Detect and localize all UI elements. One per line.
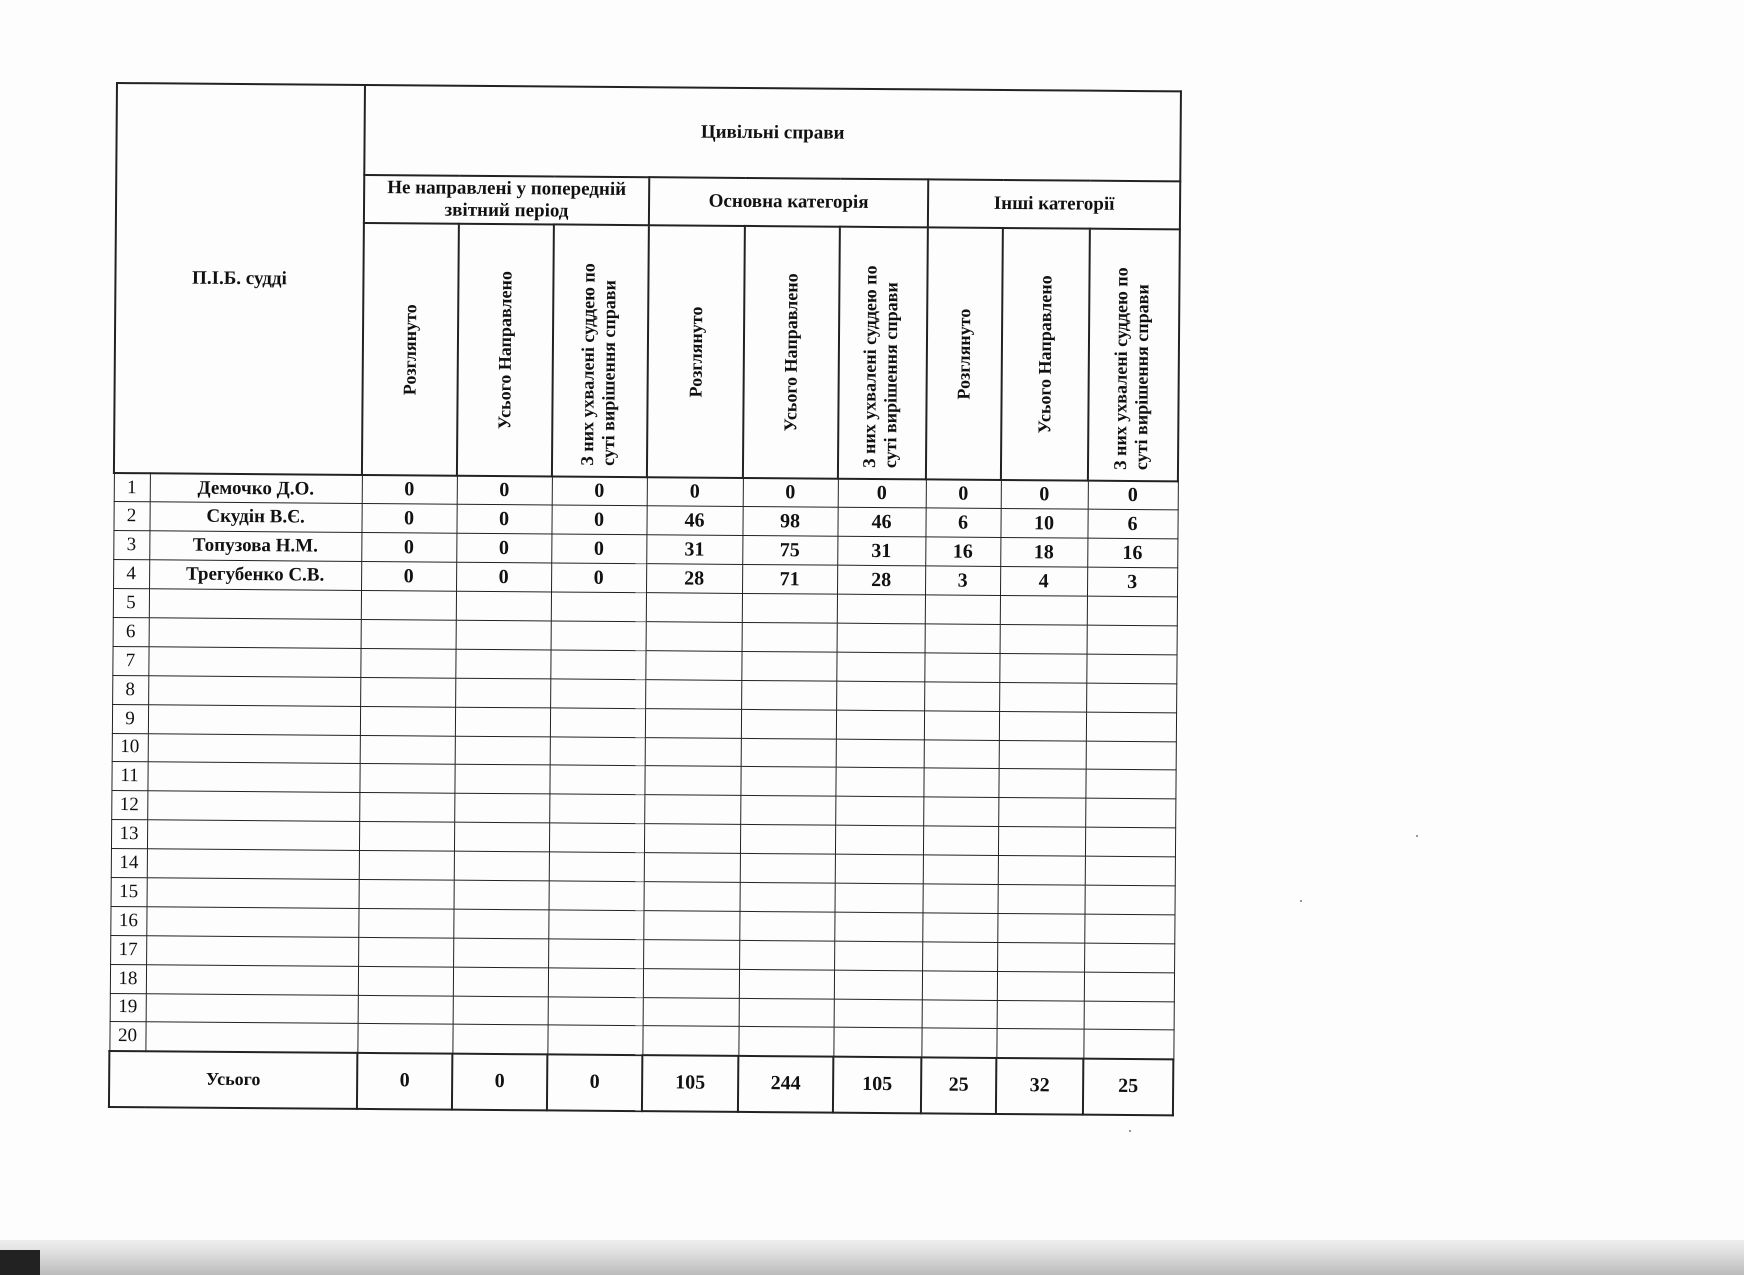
judge-name	[146, 936, 358, 967]
row-number: 14	[111, 849, 147, 878]
row-number: 8	[112, 675, 148, 704]
table-cell	[741, 738, 836, 768]
table-cell	[359, 879, 454, 909]
table-cell	[1085, 827, 1175, 857]
total-cell: 25	[1083, 1058, 1173, 1115]
table-cell: 0	[1088, 481, 1178, 511]
table-cell	[997, 971, 1084, 1001]
table-cell	[923, 768, 998, 797]
table-cell: 3	[925, 566, 1000, 595]
scanner-edge	[0, 1240, 1744, 1275]
table-cell	[923, 855, 998, 884]
table-cell: 0	[362, 475, 457, 505]
table-cell	[923, 797, 998, 826]
row-number: 10	[112, 733, 148, 762]
table-cell	[997, 913, 1084, 943]
table-cell: 16	[1087, 538, 1177, 568]
table-cell	[997, 942, 1084, 972]
total-cell: 105	[833, 1056, 921, 1113]
table-cell	[836, 710, 924, 740]
table-cell	[1085, 798, 1175, 828]
row-number: 4	[113, 560, 149, 589]
table-cell: 0	[647, 477, 743, 507]
table-cell	[998, 827, 1085, 857]
table-cell	[741, 709, 836, 739]
table-cell: 6	[925, 508, 1000, 537]
table-cell: 31	[646, 535, 742, 565]
table-cell	[999, 653, 1086, 683]
table-cell	[998, 856, 1085, 886]
table-cell	[739, 940, 834, 970]
group-header-not-sent: Не направлені у попередній звітний період	[364, 175, 649, 225]
civil-cases-header: Цивільні справи	[364, 85, 1181, 181]
table-cell	[357, 1024, 452, 1054]
table-cell	[835, 883, 923, 913]
table-cell: 31	[837, 536, 925, 566]
table-cell	[646, 593, 742, 623]
table-cell	[1084, 943, 1174, 973]
table-cell	[645, 708, 741, 738]
table-cell	[550, 708, 645, 738]
table-cell	[360, 648, 455, 678]
table-cell	[644, 824, 740, 854]
table-cell	[643, 939, 739, 969]
table-cell	[1087, 596, 1177, 626]
table-cell	[550, 650, 645, 680]
table-cell	[548, 968, 643, 998]
table-cell: 6	[1087, 510, 1177, 540]
table-cell	[738, 1027, 833, 1057]
column-header-decided: З них ухвалені суддею по суті вирішення справи	[859, 265, 902, 469]
table-cell	[1000, 624, 1087, 654]
total-cell: 0	[357, 1053, 452, 1110]
table-cell: 0	[457, 476, 552, 506]
table-cell	[360, 735, 455, 765]
table-cell	[454, 851, 549, 881]
table-cell: 28	[837, 565, 925, 595]
table-cell	[835, 825, 923, 855]
table-cell: 0	[456, 533, 551, 563]
table-cell	[921, 1028, 996, 1057]
table-cell	[551, 621, 646, 651]
table-cell	[923, 884, 998, 913]
table-cell	[1086, 683, 1176, 713]
row-number: 6	[113, 617, 149, 646]
table-cell	[549, 852, 644, 882]
table-cell: 46	[837, 508, 925, 538]
judge-name	[146, 964, 358, 995]
table-cell	[836, 652, 924, 682]
table-cell	[549, 881, 644, 911]
table-cell	[1084, 1001, 1174, 1031]
table-cell	[456, 591, 551, 621]
table-cell	[739, 911, 834, 941]
table-cell: 0	[743, 478, 838, 508]
scan-speck	[1416, 835, 1418, 837]
table-cell	[455, 678, 550, 708]
row-number: 3	[113, 531, 149, 560]
row-number: 15	[111, 877, 147, 906]
table-cell	[359, 822, 454, 852]
table-cell	[454, 765, 549, 795]
table-cell	[359, 851, 454, 881]
table-cell	[645, 737, 741, 767]
table-cell	[549, 765, 644, 795]
table-cell	[454, 822, 549, 852]
table-cell	[453, 996, 548, 1026]
table-cell	[833, 1028, 921, 1058]
table-cell	[645, 679, 741, 709]
judge-name	[147, 849, 359, 880]
row-number: 2	[113, 502, 149, 531]
table-cell: 75	[742, 536, 837, 566]
table-cell	[997, 1000, 1084, 1030]
table-cell	[741, 651, 836, 681]
table-cell	[550, 736, 645, 766]
judge-name	[146, 993, 358, 1024]
total-cell: 0	[452, 1053, 547, 1110]
table-cell	[453, 938, 548, 968]
table-cell: 71	[742, 565, 837, 595]
judge-name	[145, 1022, 357, 1053]
table-cell	[645, 651, 741, 681]
table-cell	[548, 996, 643, 1026]
total-cell: 105	[642, 1055, 738, 1112]
table-cell	[1084, 914, 1174, 944]
table-cell	[1086, 741, 1176, 771]
table-cell	[455, 736, 550, 766]
table-cell	[548, 910, 643, 940]
table-cell	[924, 682, 999, 711]
table-cell	[837, 623, 925, 653]
table-cell	[359, 764, 454, 794]
table-cell: 16	[925, 537, 1000, 566]
table-cell	[550, 679, 645, 709]
table-cell	[834, 999, 922, 1029]
table-cell	[1000, 596, 1087, 626]
total-cell: 32	[996, 1058, 1083, 1115]
table-cell: 0	[551, 505, 646, 535]
table-cell	[835, 768, 923, 798]
table-cell: 46	[646, 506, 742, 536]
table-cell	[999, 740, 1086, 770]
judge-name	[146, 907, 358, 938]
scan-speck	[1300, 900, 1302, 902]
table-cell: 0	[926, 479, 1001, 508]
judge-name-header: П.І.Б. судді	[114, 83, 365, 475]
table-cell	[453, 967, 548, 997]
table-cell	[646, 622, 742, 652]
table-cell	[454, 880, 549, 910]
table-cell	[551, 592, 646, 622]
table-cell	[924, 710, 999, 739]
table-cell	[999, 682, 1086, 712]
table-cell: 10	[1000, 509, 1087, 539]
column-header-decided: З них ухвалені суддею по суті вирішення справи	[576, 263, 619, 466]
table-cell	[740, 767, 835, 797]
table-cell	[836, 739, 924, 769]
row-number: 16	[110, 906, 146, 935]
civil-cases-table	[108, 82, 1182, 1116]
table-cell	[740, 854, 835, 884]
table-cell	[835, 796, 923, 826]
table-cell: 0	[551, 563, 646, 593]
group-header-other-categories: Інші категорії	[928, 179, 1180, 229]
table-cell	[549, 794, 644, 824]
table-cell	[924, 739, 999, 768]
judge-name	[149, 589, 361, 620]
row-number: 19	[110, 993, 146, 1022]
total-cell: 244	[738, 1056, 833, 1113]
table-cell	[358, 908, 453, 938]
table-cell	[925, 624, 1000, 653]
table-cell	[834, 912, 922, 942]
table-cell	[1085, 885, 1175, 915]
table-cell	[998, 884, 1085, 914]
total-cell: 0	[547, 1054, 642, 1111]
table-cell	[998, 769, 1085, 799]
table-cell	[1086, 712, 1176, 742]
table-cell	[548, 939, 643, 969]
column-header-reviewed: Розглянуто	[953, 308, 975, 400]
column-header-total-sent: Усього Направлено	[1034, 275, 1056, 434]
table-cell	[837, 594, 925, 624]
table-cell	[644, 853, 740, 883]
table-cell	[359, 793, 454, 823]
table-cell	[924, 653, 999, 682]
judge-name: Демочко Д.О.	[150, 473, 362, 504]
table-cell	[358, 966, 453, 996]
table-cell	[922, 970, 997, 999]
judge-name	[147, 791, 359, 822]
table-cell	[1084, 972, 1174, 1002]
table-cell	[642, 1026, 738, 1056]
table-cell	[643, 968, 739, 998]
table-cell	[742, 622, 837, 652]
judge-name	[149, 618, 361, 649]
table-cell	[740, 796, 835, 826]
table-cell	[547, 1025, 642, 1055]
total-cell: 25	[921, 1057, 996, 1114]
table-cell	[1083, 1030, 1173, 1060]
table-cell	[361, 619, 456, 649]
judge-name	[148, 676, 360, 707]
table-cell: 0	[361, 533, 456, 563]
column-header-total-sent: Усього Направлено	[494, 270, 516, 430]
group-header-main-category: Основна категорія	[649, 177, 928, 227]
table-cell	[360, 677, 455, 707]
table-cell	[741, 680, 836, 710]
column-header-reviewed: Розглянуто	[685, 306, 706, 398]
table-cell: 4	[1000, 567, 1087, 597]
table-cell	[922, 942, 997, 971]
column-header-decided: З них ухвалені суддею по суті вирішення справи	[1110, 267, 1153, 471]
row-number: 20	[109, 1022, 145, 1051]
table-cell: 18	[1000, 538, 1087, 568]
table-cell: 0	[361, 562, 456, 592]
judge-name	[147, 878, 359, 909]
table-cell	[644, 795, 740, 825]
table-cell	[923, 826, 998, 855]
table-cell: 98	[742, 507, 837, 537]
table-cell: 28	[646, 564, 742, 594]
table-cell: 0	[456, 562, 551, 592]
table-cell: 0	[1001, 480, 1088, 510]
scanner-edge-corner	[0, 1250, 40, 1275]
table-cell	[455, 649, 550, 679]
table-cell	[452, 1025, 547, 1055]
table-cell	[1085, 856, 1175, 886]
table-cell	[455, 707, 550, 737]
table-cell	[643, 997, 739, 1027]
row-number: 11	[111, 762, 147, 791]
table-cell	[834, 970, 922, 1000]
table-cell	[454, 793, 549, 823]
table-cell	[998, 798, 1085, 828]
judge-name	[148, 733, 360, 764]
table-cell: 3	[1087, 567, 1177, 597]
row-number: 18	[110, 964, 146, 993]
row-number: 9	[112, 704, 148, 733]
table-cell	[834, 941, 922, 971]
table-cell	[836, 681, 924, 711]
table-cell	[453, 909, 548, 939]
judge-name: Скудін В.Є.	[149, 502, 361, 533]
table-cell: 0	[552, 476, 647, 506]
judge-name: Трегубенко С.В.	[149, 560, 361, 591]
table-cell	[742, 593, 837, 623]
judge-name	[148, 647, 360, 678]
table-cell	[999, 711, 1086, 741]
table-cell	[996, 1029, 1083, 1059]
row-number: 5	[113, 589, 149, 618]
table-cell	[922, 999, 997, 1028]
table-cell	[922, 913, 997, 942]
table-cell	[1085, 770, 1175, 800]
row-number: 7	[112, 646, 148, 675]
table-cell	[925, 595, 1000, 624]
total-label: Усього	[109, 1051, 357, 1109]
table-cell	[739, 998, 834, 1028]
table-cell	[1086, 654, 1176, 684]
table-cell	[1087, 625, 1177, 655]
row-number: 17	[110, 935, 146, 964]
table-cell	[361, 591, 456, 621]
judge-name	[148, 704, 360, 735]
table-cell: 0	[456, 505, 551, 535]
judge-name	[147, 820, 359, 851]
row-number: 1	[114, 473, 150, 502]
table-cell	[456, 620, 551, 650]
table-cell: 0	[361, 504, 456, 534]
table-cell	[358, 937, 453, 967]
scan-speck	[1129, 1130, 1131, 1132]
table-cell	[360, 706, 455, 736]
row-number: 13	[111, 820, 147, 849]
table-cell: 0	[838, 479, 926, 509]
judge-name: Топузова Н.М.	[149, 531, 361, 562]
table-cell	[740, 882, 835, 912]
row-number: 12	[111, 791, 147, 820]
table-cell	[740, 825, 835, 855]
table-cell: 0	[551, 534, 646, 564]
table-cell	[644, 882, 740, 912]
column-header-total-sent: Усього Направлено	[780, 273, 802, 432]
table-cell	[358, 995, 453, 1025]
table-cell	[835, 854, 923, 884]
table-cell	[549, 823, 644, 853]
table-cell	[644, 766, 740, 796]
column-header-reviewed: Розглянуто	[399, 303, 421, 395]
table-cell	[739, 969, 834, 999]
judge-name	[147, 762, 359, 793]
table-cell	[643, 911, 739, 941]
